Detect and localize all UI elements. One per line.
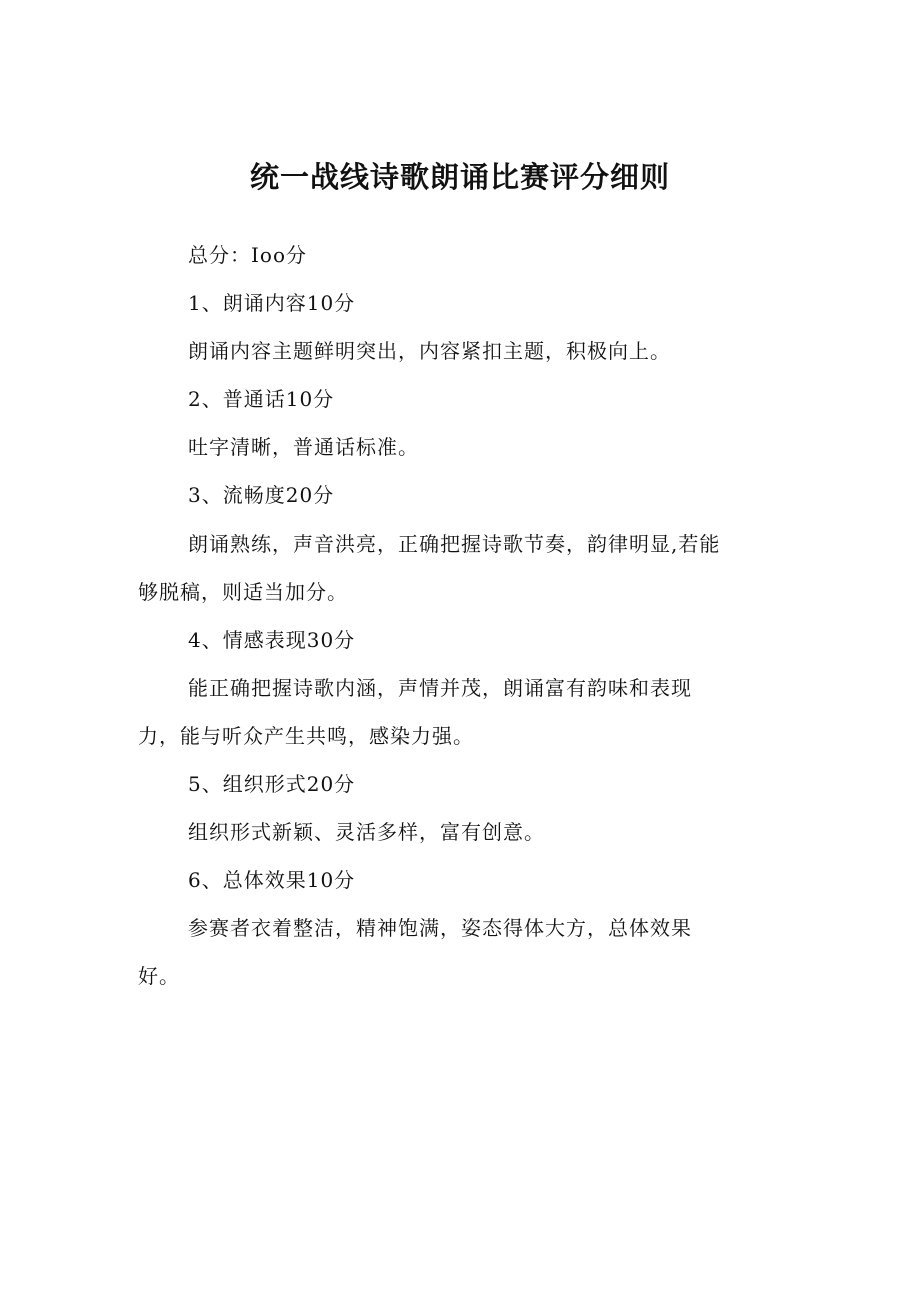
section-text-fluency-line2: 够脱稿，则适当加分。	[138, 580, 348, 604]
section-heading-mandarin: 2、普通话10分	[188, 387, 335, 411]
section-text-overall-line2: 好。	[138, 964, 180, 988]
total-score: 总分：Ioo分	[188, 243, 307, 267]
section-text-emotion-line1: 能正确把握诗歌内涵，声情并茂，朗诵富有韵味和表现	[188, 676, 692, 700]
section-text-content: 朗诵内容主题鲜明突出，内容紧扣主题，积极向上。	[188, 339, 671, 363]
section-text-format: 组织形式新颖、灵活多样，富有创意。	[188, 820, 545, 844]
section-text-emotion-line2: 力，能与听众产生共鸣，感染力强。	[138, 724, 474, 748]
section-heading-fluency: 3、流畅度20分	[188, 483, 335, 507]
section-heading-emotion: 4、情感表现30分	[188, 628, 356, 652]
section-text-mandarin: 吐字清晰，普通话标准。	[188, 435, 419, 459]
section-text-fluency-line1: 朗诵熟练，声音洪亮，正确把握诗歌节奏，韵律明显,若能	[188, 532, 721, 556]
section-text-overall-line1: 参赛者衣着整洁，精神饱满，姿态得体大方，总体效果	[188, 916, 692, 940]
section-heading-content: 1、朗诵内容10分	[188, 291, 356, 315]
section-heading-overall: 6、总体效果10分	[188, 868, 356, 892]
document-title: 统一战线诗歌朗诵比赛评分细则	[249, 160, 670, 194]
section-heading-format: 5、组织形式20分	[188, 772, 356, 796]
